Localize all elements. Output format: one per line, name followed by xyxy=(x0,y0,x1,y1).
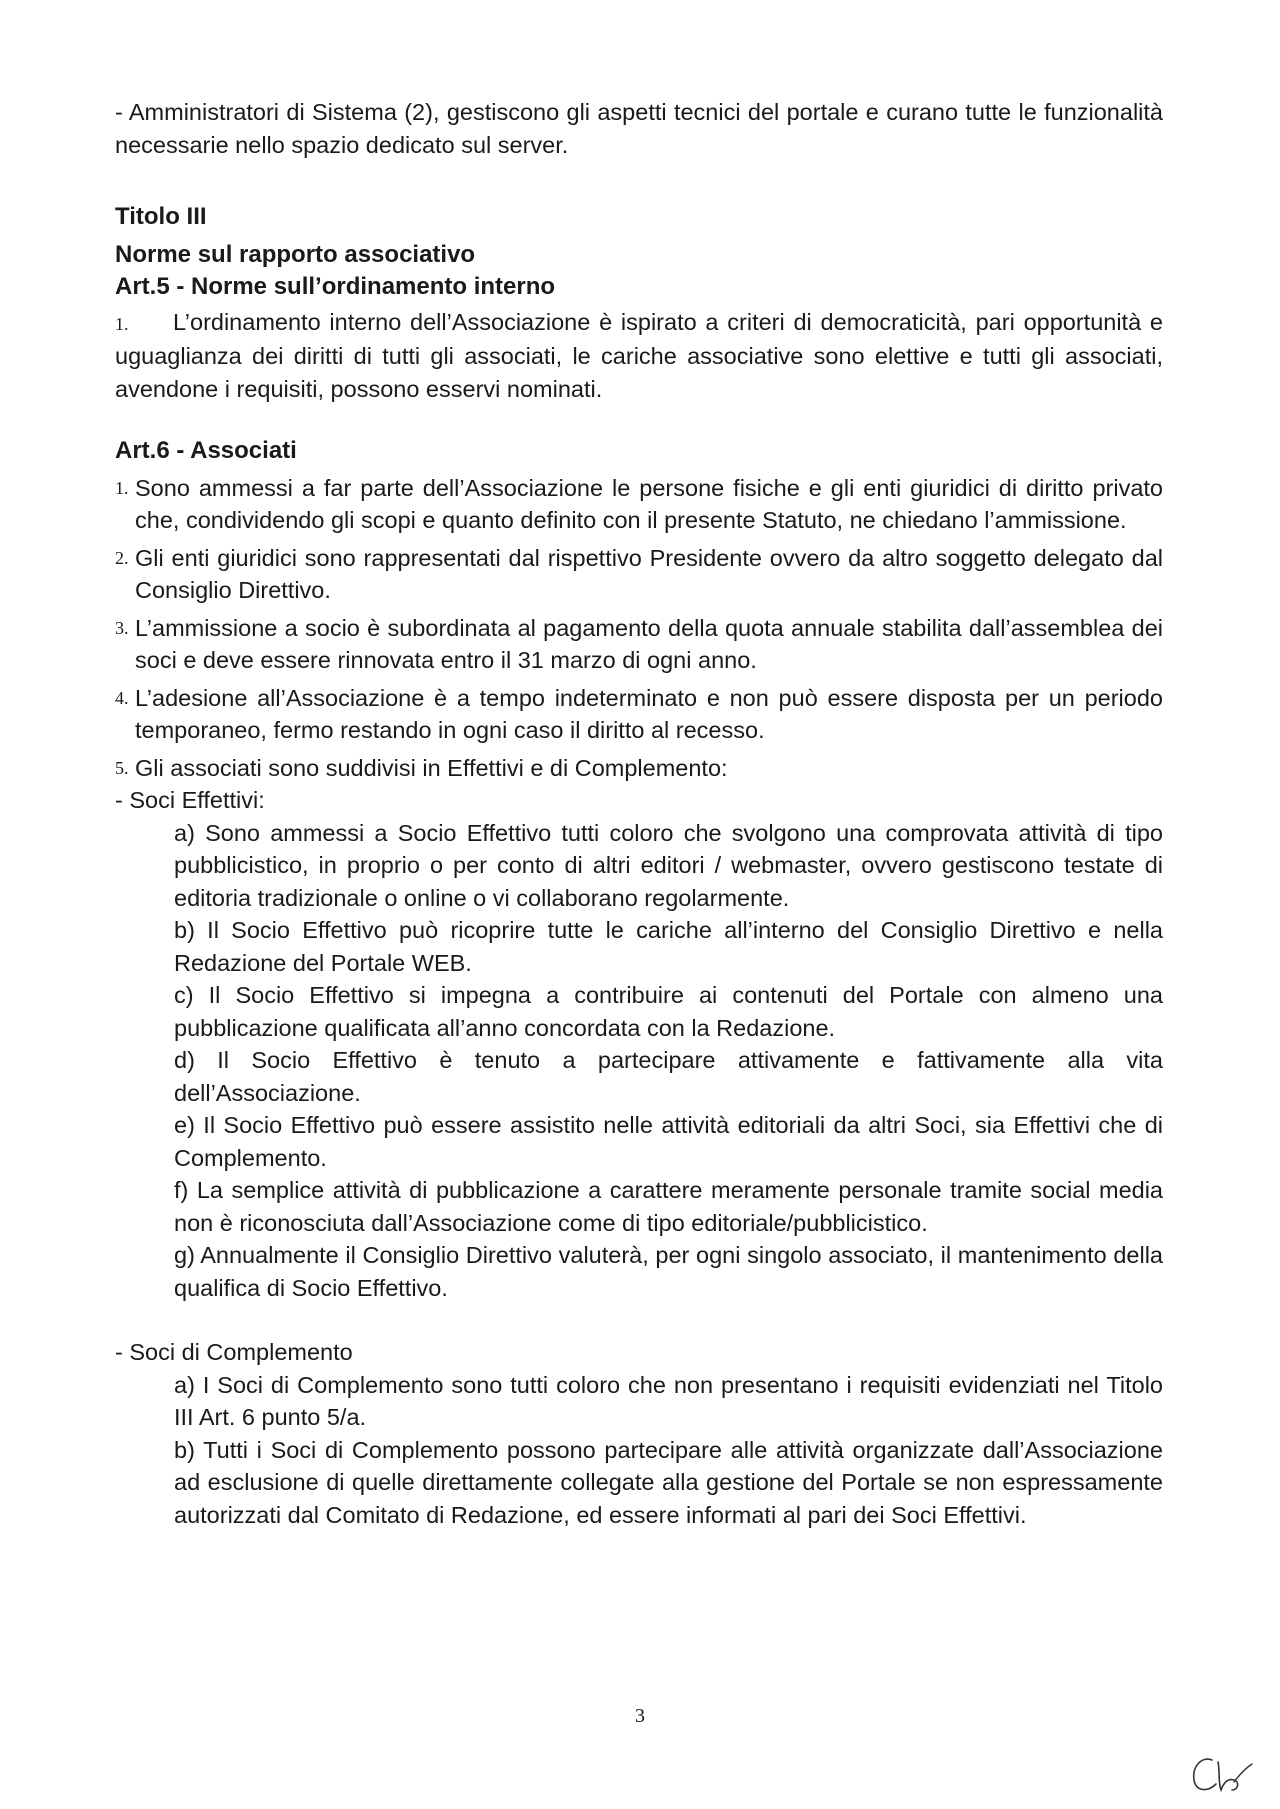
list-item xyxy=(115,682,1163,747)
list-item-text: L’adesione all’Associazione è a tempo indeterminato e non può essere disposta per un periodo temporaneo, fermo restando in ogni caso il diritto al recesso. xyxy=(135,684,1163,743)
art6-list xyxy=(115,472,1163,785)
sub-item: b) Il Socio Effettivo può ricoprire tutte le cariche all’interno del Consiglio Direttivo e nella Redazione del Portale WEB. xyxy=(174,917,1163,976)
list-item xyxy=(115,542,1163,607)
list-item-text: Gli associati sono suddivisi in Effettivi e di Complemento: xyxy=(135,754,728,781)
list-item-text: L’ammissione a socio è subordinata al pagamento della quota annuale stabilita dall’assemblea dei soci e deve essere rinnovata entro il 31 marzo di ogni anno. xyxy=(135,614,1163,673)
sub-item: e) Il Socio Effettivo può essere assistito nelle attività editoriali da altri Soci, sia Effettivi che di Complemento. xyxy=(174,1112,1163,1171)
sub-item: a) Sono ammessi a Socio Effettivo tutti coloro che svolgono una comprovata attività di tipo pubblicistico, in proprio o per conto di altri editori / webmaster, ovvero gestiscono testate di editoria tradizionale o online o vi collaborano regolarmente. xyxy=(174,819,1163,911)
art5-paragraph xyxy=(115,306,1163,406)
sub-item: f) La semplice attività di pubblicazione a carattere meramente personale tramite social media non è riconosciuta dall’Associazione come di tipo editoriale/pubblicistico. xyxy=(174,1177,1163,1236)
soci-complemento-list xyxy=(115,1369,1163,1532)
title-label: Titolo III xyxy=(115,203,207,230)
title-subtitle: Norme sul rapporto associativo xyxy=(115,240,476,268)
sub-item: c) Il Socio Effettivo si impegna a contribuire ai contenuti del Portale con almeno una pubblicazione qualificata all’anno concordata con la Redazione. xyxy=(174,982,1163,1041)
sub-item: g) Annualmente il Consiglio Direttivo valuterà, per ogni singolo associato, il mantenimento della qualifica di Socio Effettivo. xyxy=(174,1242,1163,1301)
list-item xyxy=(115,752,1163,785)
signature-initials xyxy=(1188,1752,1258,1796)
intro-item: - Amministratori di Sistema (2), gestiscono gli aspetti tecnici del portale e curano tutte le funzionalità necessarie nello spazio dedicato sul server. xyxy=(115,99,1163,158)
list-item xyxy=(115,472,1163,537)
art5-text: L’ordinamento interno dell’Associazione è ispirato a criteri di democraticità, pari opportunità e uguaglianza dei diritti di tutti gli associati, le cariche associative sono elettive e tutti gli associati, avendone i requisiti, possono esservi nominati. xyxy=(115,308,1163,402)
list-item-text: Gli enti giuridici sono rappresentati dal rispettivo Presidente ovvero da altro soggetto delegato dal Consiglio Direttivo. xyxy=(135,544,1163,603)
document-page xyxy=(115,96,1163,1531)
list-item-text: Sono ammessi a far parte dell’Associazione le persone fisiche e gli enti giuridici di diritto privato che, condividendo gli scopi e quanto definito con il presente Statuto, ne chiedano l’ammissione. xyxy=(135,474,1163,533)
art5-num: 1. xyxy=(115,313,129,334)
soci-effettivi-list xyxy=(115,817,1163,1305)
sub-item: b) Tutti i Soci di Complemento possono partecipare alle attività organizzate dall’Associazione ad esclusione di quelle direttamente collegate alla gestione del Portale se non espressamente autorizzati dal Comitato di Redazione, ed essere informati al pari dei Soci Effettivi. xyxy=(174,1436,1163,1528)
sub-item: d) Il Socio Effettivo è tenuto a partecipare attivamente e fattivamente alla vita dell’Associazione. xyxy=(174,1047,1163,1106)
list-item xyxy=(115,612,1163,677)
page-number: 3 xyxy=(635,1705,645,1727)
sub-item: a) I Soci di Complemento sono tutti coloro che non presentano i requisiti evidenziati nel Titolo III Art. 6 punto 5/a. xyxy=(174,1371,1163,1430)
list-item-number: 4. xyxy=(115,687,129,708)
soci-effettivi-label: - Soci Effettivi: xyxy=(115,787,265,813)
soci-complemento-label: - Soci di Complemento xyxy=(115,1339,353,1365)
art5-heading: Art.5 - Norme sull’ordinamento interno xyxy=(115,273,556,300)
list-item-number: 5. xyxy=(115,757,129,778)
list-item-number: 1. xyxy=(115,477,129,498)
art6-heading: Art.6 - Associati xyxy=(115,437,297,464)
list-item-number: 2. xyxy=(115,547,129,568)
list-item-number: 3. xyxy=(115,617,129,638)
